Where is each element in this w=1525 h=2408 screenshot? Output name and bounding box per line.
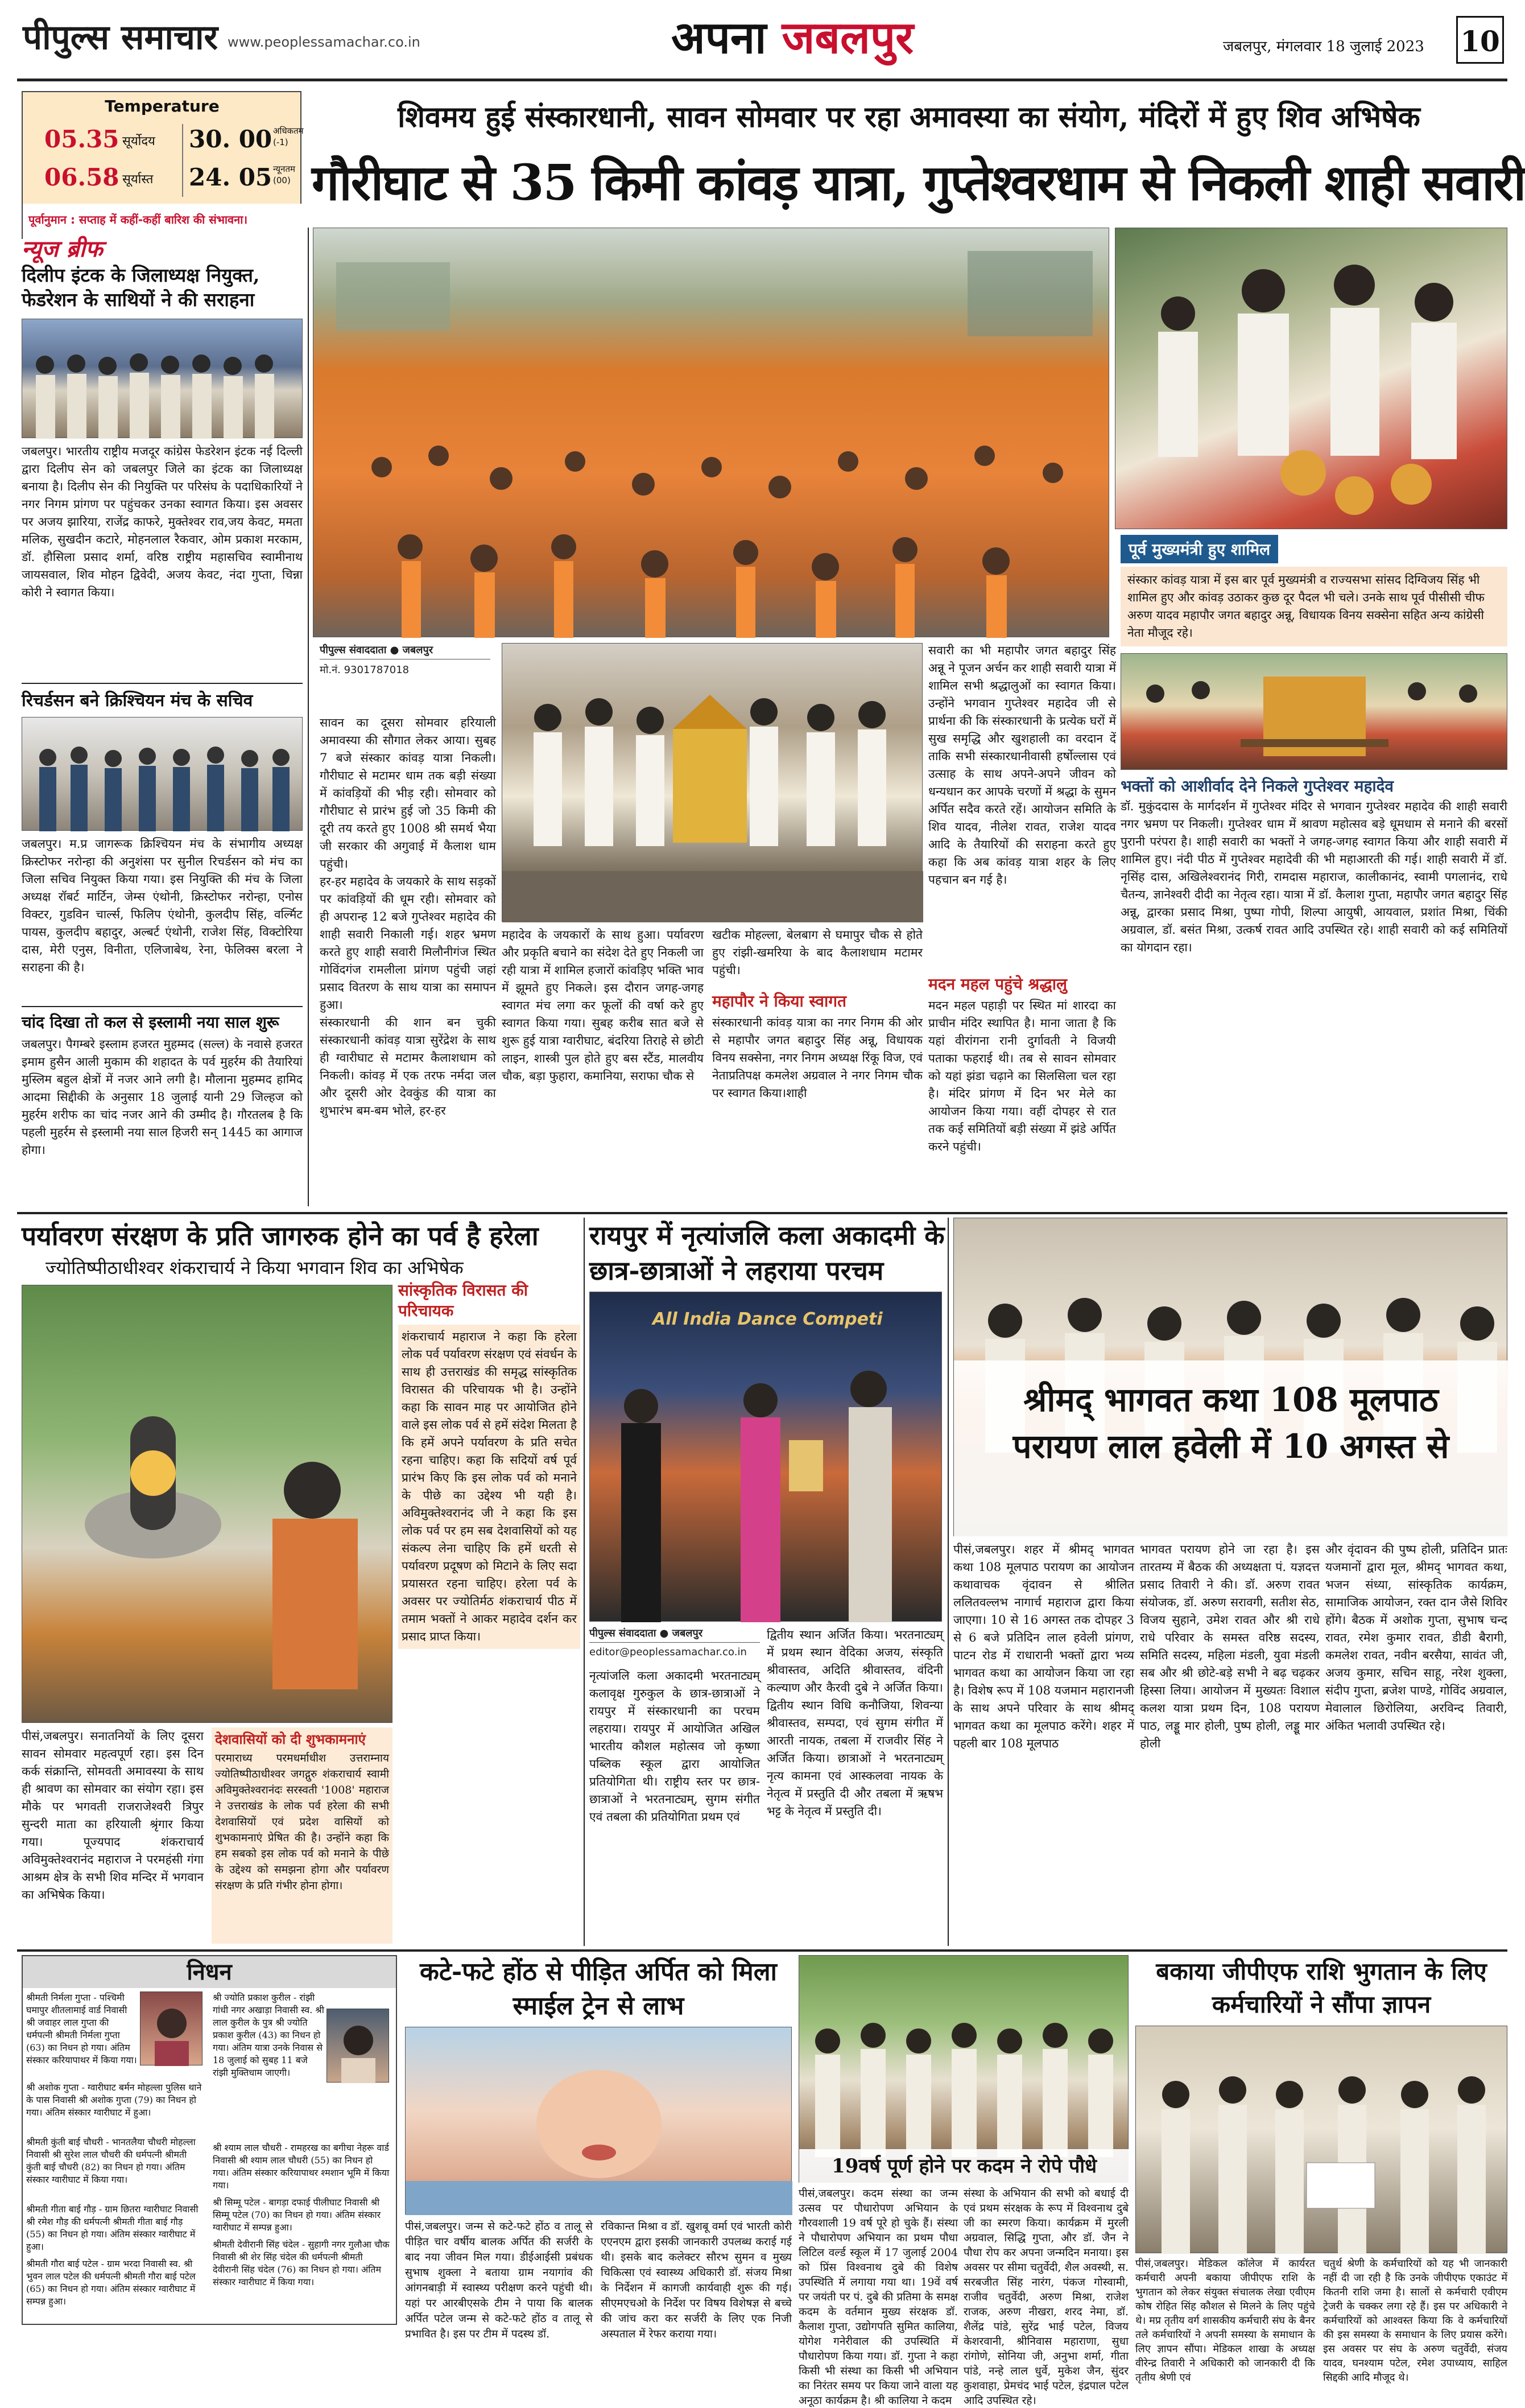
main-col-2: महादेव के जयकारों के साथ हुआ। पर्यावरण और प्रकृति बचाने का संदेश देते हुए निकली जा रही यात्रा में शामिल हजारों कांवड़िए भक्ति भाव में झूमते हुए निकले। इस दौरान जगह-जगह स्वागत मंच लगा कर फूलों की वर्षा करे हुए स्वागत किया गया। सुबह करीब सात बजे से शुरू हुई यात्रा ग्वारीघाट, बंदरिया तिराहे से छोटी लाइन, शास्त्री पुल होते हुए बस स्टैंड, मालवीय चौक, बड़ा फुहारा, कमानिया, सराफा चौक से [502,928,704,1083]
gpf-title: बकाया जीपीएफ राशि भुगतान के लिए कर्मचारियों ने सौंपा ज्ञापन [1156,1957,1487,2018]
brief-divider-2 [22,1006,303,1007]
dance-col-1: नृत्यांजलि कला अकादमी भरतनाट्यम् कलावृक्ष गुरुकुल के छात्र-छात्राओं ने रायपुर में संस्कारधानी का परचम लहराया। रायपुर में आयोजित अखिल भारतीय कौशल महोत्सव जो कृष्णा पब्लिक स्कूल द्वारा आयोजित प्रतियोगिता थी। राष्ट्रीय स्तर पर छात्र-छात्राओं ने भरतनाट्यम्, सुगम संगीत एवं तबला की प्रतियोगिता प्रथम एवं [589,1669,760,1824]
portrait-icon [327,2009,390,2083]
dance-col-2: द्वितीय स्थान अर्जित किया। भरतनाट्यम् में प्रथम स्थान वेदिका अजय, संस्कृति श्रीवास्तव, अदिति श्रीवास्तव, वंदिनी कल्याण और कैरवी दुबे ने अर्जित किया। द्वितीय स्थान विधि कनौजिया, शिवन्या श्रीवास्तव, सम्पदा, एवं सुगम संगीत में आरती नायक, तबला में राजवीर सिंह ने अर्जित किया। छात्राओं ने भरतनाट्यम् नृत्य कामना एवं आस्कलवा नायक के नेतृत्व में प्रस्तुति दी और तबला में ऋषभ भट्ट के नेतृत्व में प्रस्तुति दी। [767,1628,943,1818]
env-greet-box [212,1727,392,1944]
section-title-right: जबलपुर [782,12,914,64]
main-byline [320,643,490,677]
bhagwat-title: श्रीमद् भागवत कथा 108 मूलपाठ परायण लाल हवेली में 10 अगस्त से [954,1360,1508,1537]
ex-cm-title: पूर्व मुख्यमंत्री हुए शामिल [1121,535,1278,563]
obit-item: श्रीमती देवीरानी सिंह चंदेल - सुहागी नगर गुलौआ चौक निवासी श्री शेर सिंह चंदेल की धर्मपत्नी श्रीमती देवीरानी सिंह चंदेल (76) का निधन हो गया। अंतिम संस्कार ग्वारीघाट में किया गया। [213,2239,390,2287]
palki-icon [1121,654,1508,770]
shahi-sawari-photo [502,643,923,922]
obit-item: श्रीमती कुंती बाई चौधरी - भानतलैया चौधरी मोहल्ला निवासी श्री सुरेश लाल चौधरी की धर्मपत्नी श्रीमती कुंती बाई चौधरी (82) का निधन हो गया। अंतिम संस्कार ग्वारीघाट में किया गया। [26,2137,196,2185]
sunrise-time: 05.35 [44,125,119,153]
main-kicker: शिवमय हुई संस्कारधानी, सावन सोमवार पर रहा अमावस्या का संयोग, मंदिरों में हुए शिव अभिषेक [398,100,1420,134]
main-col-3b: संस्कारधानी कांवड़ यात्रा का नगर निगम की ओर से महापौर जगत बहादुर सिंह अन्नू, विधायक विनय सक्सेना, नगर निगम अध्यक्ष रिंकू विज, एवं नेताप्रतिपक्ष कमलेश अग्रवाल ने नगर निगम चौक पर स्वागत किया।शाही [712,1016,923,1100]
brief-1-photo [22,319,303,438]
group-photo-icon [22,718,303,831]
mayor-subhead: महापौर ने किया स्वागत [712,992,846,1011]
obituaries-heading: निधन [23,1956,396,1988]
obit-item: श्रीमती गीता बाई गौड़ - ग्राम छितरा ग्वारीघाट निवासी श्री रमेश गौड़ की धर्मपत्नी श्रीमती गीता बाई गौड़ (55) का निधन हो गया। अंतिम संस्कार ग्वारीघाट में हुआ। [26,2204,199,2252]
gupteshwar-palki-photo [1121,653,1507,770]
obit-item: श्री सिम्मू पटेल - बागड़ा दफाई पीलीघाट निवासी श्री सिम्मू पटेल (70) का निधन हो गया। अंतिम संस्कार ग्वारीघाट में सम्पन्न हुआ। [213,2197,381,2233]
ex-cm-body: संस्कार कांवड़ यात्रा में इस बार पूर्व मुख्यमंत्री व राज्यसभा सांसद दिग्विजय सिंह भी शामिल हुए और कांवड़ उठाकर कुछ दूर पैदल भी चले। उनके साथ पूर्व पीसीसी चीफ अरुण यादव महापौर जगत बहादुर अन्नू, विधायक विनय सक्सेना सहित अन्य कांग्रेसी नेता मौजूद रहे। [1121,567,1507,646]
bhagwat-col-3: और वृंदावन की पुष्प होली, प्रतिदिन प्रातः यजमानों द्वारा मूल, श्रीमद् भागवत कथा, भजन संध्या, सांस्कृतिक कार्यक्रम, सामाजिक आयोजन, रक्त दान जैसे शिविर होंगे। बैठक में अशोक गुप्ता, सुभाष चन्द रावत, रमेश कुमार रावत, डीडी बैरागी, कमलेश रावत, नवीन बरसैया, सावंत जी, अजय कुमार, सचिन साहू, नरेश शुक्ला, संदीप गुप्ता, ब्रजेश पाण्डे, गोविंद अग्रवाल, मेवालाल छिरोलिया, अरविन्द तिवारी, अंकित भलावी उपस्थित रहे। [1325,1543,1507,1733]
gupteshwar-body: डॉ. मुकुंददास के मार्गदर्शन में गुप्तेश्वर मंदिर से भगवान गुप्तेश्वर महादेव की शाही सवारी नगर भ्रमण पर निकली। गुप्तेश्वर धाम में श्रावण महोत्सव बड़े धूमधाम से मनाने की बरसों पुरानी परंपरा है। शाही सवारी का भक्तों ने जगह-जगह स्वागत किया और शाही सवारी में शामिल हुए। नंदी पीठ में गुप्तेश्वर महादेवी की भी महाआरती की गई। शाही सवारी में डॉ. नृसिंह दास, अखिलेश्वरानंद गिरी, रामदास महाराज, कालीकानंद, स्वामी पगलानंद, राधे चैतन्य, ज्ञानेश्वरी दीदी का नेतृत्व रहा। यात्रा में डॉ. कैलाश गुप्ता, महापौर जगत बहादुर सिंह अन्नू, द्वारका प्रसाद मिश्रा, पुष्पा गोपी, शिल्पा आयुषी, आयवाल, प्रशांत मिश्रा, चिंकी अग्रवाल, डॉ. बसंत मिश्रा, उत्कर्ष रावत आदि उपस्थित रहे। शाही सवारी को कई समितियों का योगदान रहा। [1121,799,1507,954]
shiva-abhishek-photo [22,1285,392,1723]
env-title: पर्यावरण संरक्षण के प्रति जागरुक होने का पर्व है हरेला [22,1221,539,1251]
brief-3-title: चांद दिखा तो कल से इस्लामी नया साल शुरू [22,1013,279,1032]
gpf-col-2-visible: चतुर्थ श्रेणी के कर्मचारियों को यह भी जानकारी नहीं दी जा रही है कि उनके जीपीएफ एकाउंट में कितनी राशि जमा है। सालों से कर्मचारी एवीएम ट्रेजरी के चक्कर लगा रहे हैं। इस पर अधिकारी ने कर्मचारियों को आश्वस्त किया कि वे कर्मचारियों की इस समस्या के समाधान के लिए प्रयास करेंगे। इस अवसर पर संघ के अरुण चतुर्वेदी, संजय यादव, घनश्याम पटेल, रमेश उपाध्याय, साहिल सिद्दकी आदि मौजूद थे। [1323,2258,1507,2384]
brief-2-title: रिचर्डसन बने क्रिश्चियन मंच के सचिव [22,691,253,711]
section-rule-1 [17,1212,1507,1214]
plantation-photo [799,1955,1129,2183]
dance-award-photo [589,1292,942,1622]
obit-item: श्रीमती गौरा बाई पटेल - ग्राम भरदा निवासी स्व. श्री भुवन लाल पटेल की धर्मपत्नी श्रीमती गौरा बाई पटेल (65) का निधन हो गया। अंतिम संस्कार ग्वारीघाट में सम्पन्न हुआ। [26,2258,196,2307]
brief-1-title: दिलीप इंटक के जिलाध्यक्ष नियुक्त, फेडरेशन के साथियों ने की सराहना [22,264,260,311]
bhagwat-col-2: भागवत परायण होने जा रहा है। इस तारतम्य में बैठक की अध्यक्षता पं. यज्ञदत्त प्रसाद तिवारी ने की। डॉ. अरुण रावत संयोजक, डॉ. अरुण सरावगी, सतीश सेठ, विजय सुहाने, उमेश रावत और श्री राधे राधे परिवार के समस्त वरिष्ठ सदस्य, समिति सदस्य, महिला मंडली, युवा मंडली सब और श्री छोटे-बड़े सभी ने बढ़ चढ़कर हिस्सा लिया। आयोजन में मुख्यतः विशाल कलश यात्रा प्रथम दिन, 108 परायण पाठ, लड्डू मार होली, पुष्प होली, लड्डू मार होली [1140,1543,1320,1750]
max-temp: 30. 00 [189,125,272,153]
weather-divider [182,124,183,197]
news-brief-column [17,228,307,1212]
smile-title: कटे-फटे होंठ से पीड़ित अर्पित को मिला स्माईल ट्रेन से लाभ [420,1957,777,2021]
group-photo-icon [22,319,303,439]
min-temp-label: न्यूनतम (00) [273,164,295,185]
dance-title: रायपुर में नृत्यांजलि कला अकादमी के छात्र-छात्राओं ने लहराया परचम [589,1220,945,1286]
people-icon [1115,228,1508,530]
heritage-body: शंकराचार्य महाराज ने कहा कि हरेला लोक पर्व पर्यावरण संरक्षण एवं संवर्धन के साथ ही उत्तराखंड की समृद्ध सांस्कृतिक विरासत की परिचायक भी है। उन्होंने कहा कि सावन माह पर आयोजित होने वाले इस लोक पर्व से हमें संदेश मिलता है कि हमें अपने पर्यावरण के प्रति सचेत रहना चाहिए। कहा कि सदियों वर्ष पूर्व प्रारंभ किए कि इस लोक पर्व को मनाने के पीछे का उद्देश्य भी यही है। अविमुक्तेश्वरानंद जी ने कहा कि इस लोक पर्व पर हम सब देशवासियों को यह संकल्प लेना चाहिए कि हमें धरती से पर्यावरण प्रदूषण को मिटाने के लिए सदा प्रयासरत रहना चाहिए। हरेला पर्व के अवसर पर ज्योतिर्मठ शंकराचार्य पीठ में तमाम भक्तों ने आकर महादेव दर्शन कर प्रसाद प्राप्त किया। [398,1325,580,1649]
group-photo-icon [1136,2026,1508,2254]
obituaries-box [22,1955,397,2325]
dance-byline-text: पीपुल्स संवाददाता ● जबलपुर [589,1626,760,1643]
shivling-icon [22,1285,393,1723]
smile-col-2: रविकान्त मिश्रा व डॉ. खुशबू वर्मा एवं भारती कोरी एएनएम द्वारा इसकी जानकारी उपलब्ध कराई गई थी। इसके बाद कलेक्टर सौरभ सुमन व मुख्य चिकित्सा एवं स्वास्थ्य अधिकारी डॉ. संजय मिश्रा के निर्देशन में कागजी कार्यवाही शुरू की गई। सीएमएचओ के निर्देश पर विषय विशेषज्ञ से बच्चे की जांच करा कर सर्जरी के लिए एक निजी अस्पताल में रेफर कराया गया। [601,2220,792,2340]
child-photo [405,2027,792,2215]
plantation-col-1: पीसं,जबलपुर। कदम संस्था का जन्म उत्सव पर पौधारोपण अभियान के गौरवशाली 19 वर्ष पूरे हो चुके हैं। संस्था ने पौधारोपण अभियान का प्रथम पौधा लिटिल वर्ल्ड स्कूल में 17 जुलाई 2004 को प्रिंस विश्वनाथ दुबे की विशेष उपस्थिति में लगाया गया था। 19वें वर्ष पर जयंती पर पं. दुबे की प्रतिमा के समक्ष कदम के वर्तमान मुख्य संरक्षक डॉ. कैलाश गुप्ता, उद्योगपति सुमित कालिया, योगेश गनेरीवाल की उपस्थिति में पौधारोपण किया गया। डॉ. गुप्ता ने कहा किसी भी संस्था का किसी भी अभियान का निरंतर समय पर किया जाने वाला यह अनूठा कार्यक्रम है। श्री कालिया ने कदम [799,2187,958,2407]
obit-item: श्री ज्योति प्रकाश कुरील - रांझी गांधी नगर अखाड़ा निवासी स्व. श्री लाल कुरील के पुत्र श्री ज्योति प्रकाश कुरील (43) का निधन हो गया। अंतिम यात्रा उनके निवास से 18 जुलाई को सुबह 11 बजे रांझी मुक्तिधाम जाएगी। [213,1992,324,2078]
section-rule-2 [17,1949,1507,1952]
kanwar-yatra-photo [313,228,1109,637]
obit-photo-man [327,2009,389,2083]
section-title-left: अपना [671,12,767,64]
main-byline-text: पीपुल्स संवाददाता ● जबलपुर [320,643,490,659]
madan-mahal-body: मदन महल पहाड़ी पर स्थित मां शारदा का प्राचीन मंदिर स्थापित है। माना जाता है कि यहां वीरांगना रानी दुर्गावती ने विजयी पताका फहराई थी। तब से सावन सोमवार को यहां झंडा चढ़ाने का सिलसिला चल रहा है। मंदिर प्रांगण में दिन भर मेले का आयोजन किया गया। वहीं दोपहर से रात तक कई समितियों बड़ी संख्या में झंडे अर्पित करने पहुंची। [928,999,1116,1153]
sunset-label: सूर्यास्त [122,172,154,187]
dance-email[interactable]: editor@peoplessamachar.co.in [589,1646,747,1658]
brand-logo: पीपुल्स समाचार [23,18,218,57]
bhagwat-col-1: पीसं,जबलपुर। शहर में श्रीमद् भागवत कथा 108 मूलपाठ परायण का आयोजन कथावाचक वृंदावन से श्रीलित ललितवल्लभ नागार्च महाराज द्वारा किया जाएगा। 10 से 16 अगस्त तक दोपहर 3 से 6 बजे प्रतिदिन लाल हवेली प्रांगण, पाटन रोड में राधारानी भक्तों द्वारा भव्य भागवत कथा का आयोजन किया जा रहा है। विशेष रूप में 108 यजमान महारानजी के साथ अपने परिवार के साथ श्रीमद् भागवत कथा का मूलपाठ करेंगे। शहर में पहली बार 108 मूलपाठ [953,1543,1134,1750]
env-body: पीसं,जबलपुर। सनातनियों के लिए दूसरा सावन सोमवार महत्वपूर्ण रहा। इस दिन कर्क संक्रान्ति, सोमवती अमावस्या के साथ ही श्रावण का सोमवार का संयोग रहा। इस मौके पर भगवती राजराजेश्वरी त्रिपुर सुन्दरी माता का हरियाली श्रृंगार किया गया। पूज्यपाद शंकराचार्य अविमुक्तेश्वरानंद महाराज ने परमहंसी गंगा आश्रम क्षेत्र के सभी शिव मन्दिर में भगवान का अभिषेक किया। [22,1729,204,1902]
dance-byline [589,1626,760,1658]
portrait-icon [140,1992,203,2066]
ex-cm-box [1121,535,1507,774]
obit-item: श्री श्याम लाल चौधरी - रामहरख का बगीचा नेहरू वार्ड निवासी श्री श्याम लाल चौधरी (55) का निधन हो गया। अंतिम संस्कार करियापाथर श्मशान भूमि में किया गया। [213,2142,390,2191]
madan-mahal-subhead: मदन महल पहुंचे श्रद्धालु [928,975,1067,993]
obit-col-right [213,1991,394,2322]
dateline: जबलपुर, मंगलवार 18 जुलाई 2023 [1223,38,1424,55]
dancer-icon [590,1292,943,1622]
dance-rule [948,1218,949,1946]
brief-divider-1 [22,683,303,684]
brief-2-body: जबलपुर। म.प्र जागरूक क्रिश्चियन मंच के संभागीय अध्यक्ष क्रिस्टोफर नरोन्हा की अनुशंसा पर सुनील रिचर्डसन को मंच का जिला सचिव नियुक्त किया गया। इस नियुक्ति की मंच के जिला अध्यक्ष रॉबर्ट मार्टिन, जेम्स एंथोनी, क्रिस्टोफर नरोन्हा, एनोस विक्टर, गुडविन चार्ल्स, फिलिप एंथोनी, कुलदीप सिंह, वर्ल्मिट पायस, कुलदीप बहादुर, अल्बर्ट एंथोनी, राजेश सिंह, विक्टोरिया दास, मेरी एनुस, विनीता, एलिजाबेथ, रेना, फेलिक्स बरला ने सराहना की है। [22,837,303,974]
main-col-4: सवारी का भी महापौर जगत बहादुर सिंह अन्नू ने पूजन अर्चन कर शाही सवारी यात्रा में शामिल सभी श्रद्धालुओं का स्वागत किया। उन्होंने भगवान गुप्तेश्वर महादेव जी से प्रार्थना की कि संस्कारधानी के प्रत्येक घरों में सुख समृद्धि और खुशहाली का वरदान दें ताकि सभी संस्कारधानीवासी हर्षोल्लास एवं उत्साह के साथ अपने-अपने जीवन को धन्यधान कर आपके चरणों में श्रद्धा के सुमन अर्पित सदैव करते रहें। आयोजन समिति के शिव यादव, नीलेश रावत, राजेश यादव आदि के तैयारियों की सराहना करते हुए कहा कि अब कांवड़ यात्रा शहर के लिए पहचान बन गई है। [928,644,1116,886]
main-col-3: खटीक मोहल्ला, बेलबाग से घमापुर चौक से होते हुए रांझी-खमरिया के बाद कैलाशधाम मटामर पहुंची। [712,928,923,977]
brief-1-body: जबलपुर। भारतीय राष्ट्रीय मजदूर कांग्रेस फेडरेशन इंटक नई दिल्ली द्वारा दिलीप सेन को जबलपुर जिले का इंटक का जिलाध्यक्ष बनाया है। दिलीप सेन की नियुक्ति पर परिसंघ के पदाधिकारियों ने नगर निगम प्रांगण पर पहुंचकर उनका स्वागत किया। इस अवसर पर अजय झारिया, राजेंद्र काफरे, मुक्तेश्वर राव,जय केवट, ममता मलिक, सुखदीन कटारे, मोहनलाल रैकवार, ओम प्रकाश मरकाम, डॉ. हौसिला प्रसाद शर्मा, वरिष्ठ राष्ट्रीय महासचिव स्वामीनाथ जायसवाल, शिव मोहन द्विवेदी, अजय केवट, नंदा गुप्ता, चिन्ना कोरी ने स्वागत किया। [22,444,303,599]
max-temp-label: अधिकतम (-1) [273,126,304,147]
obit-col-left [26,1991,206,2322]
obit-item: श्रीमती निर्मला गुप्ता - पश्चिमी घमापुर शीतलामाई वार्ड निवासी श्री जवाहर लाल गुप्ता की धर्मपत्नी श्रीमती निर्मला गुप्ता (63) का निधन हो गया। अंतिम संस्कार करियापाथर में किया गया। [26,1992,137,2065]
plantation-title: 19वर्ष पूर्ण होने पर कदम ने रोपे पौधे [799,2149,1129,2183]
forecast: पूर्वानुमान : सप्ताह में कहीं-कहीं बारिश की संभावना। [23,204,301,239]
child-icon [406,2027,792,2215]
digvijay-photo [1115,228,1507,529]
main-headline: गौरीघाट से 35 किमी कांवड़ यात्रा, गुप्तेश्वरधाम से निकली शाही सवारी [312,154,1525,212]
weather-box [22,91,304,239]
obit-photo-woman [140,1991,202,2065]
gpf-col-1: पीसं,जबलपुर। मेडिकल कॉलेज में कार्यरत कर्मचारी अपनी बकाया जीपीएफ राशि के भुगतान को लेकर संयुक्त संचालक लेखा एवीएम कोष रोहित सिंह कौशल से मिलने के लिए पहुंचे थे। मप्र तृतीय वर्ग शासकीय कर्मचारी संघ के बैनर तले कर्मचारियों ने अपनी समस्या के समाधान के लिए ज्ञापन सौंपा। मेडिकल शाखा के अध्यक्ष वीरेन्द्र तिवारी ने अधिकारी को जानकारी दी कि तृतीय श्रेणी एवं [1135,2258,1315,2384]
main-mobile: मो.नं. 9301787018 [320,664,410,676]
brief-3-body: जबलपुर। पैगम्बरे इस्लाम हजरत मुहम्मद (सल्ल) के नवासे हजरत इमाम हुसैन आली मुकाम की शहादत के पर्व मुहर्रम की तैयारियां मुस्लिम बहुल क्षेत्रों में नजर आने लगी है। मौलाना मुहम्मद हामिद आदमा सिद्दीकी के अनुसार 18 जुलाई यानी 29 जिल्हज को मुहर्रम शरीफ का चांद नजर आने की उम्मीद है। गौरतलब है कि पहली मुहर्रम से इस्लामी नया साल हिजरी सन् 1445 का आगाज होगा। [22,1037,303,1157]
stage-banner: All India Dance Competi [652,1309,883,1329]
masthead-rule [17,79,1507,81]
bhagwat-meeting-photo [953,1218,1507,1536]
procession-icon [502,644,923,922]
crowd-icon [313,228,1110,638]
plantation-col-2: संस्था के अभियान की सभी को बधाई दी एवं प्रथम संरक्षक के रूप में विश्वनाथ दुबे जी का स्मरण किया। कार्यक्रम में मुरली अग्रवाल, सिद्धि गुप्ता, और डॉ. जैन ने पौधा रोप कर अपना जन्मदिन मनाया। इस अवसर पर सीमा चतुर्वेदी, शैल अवस्थी, स. सरबजीत सिंह नारंग, पंकज गोस्वामी, राजीव चतुर्वेदी, अरुण मिश्रा, राजेश राजक, अरुण नीखरा, शरद नेमा, डॉ. शैलेंद्र पांडे, सुरेंद्र भाई पटेल, विजय केशरवानी, श्रीनिवास महाराणा, सुधा रांगोणे, सोनिया जी, अनुभा शर्मा, गीता पांडे, नन्हे लाल धुर्वे, मुकेश जैन, सुंदर कुशवाहा, प्रेमचंद भाई पटेल, इंद्रपाल पटेल आदि उपस्थित रहे। [964,2187,1129,2407]
smile-col-1: पीसं,जबलपुर। जन्म से कटे-फटे होंठ व तालू से पीड़ित चार वर्षीय बालक अर्पित की सर्जरी के बाद नया जीवन मिल गया। डीईआईसी प्रबंधक सुभाष शुक्ला ने बताया ग्राम नयागांव की आंगनबाड़ी में स्वास्थ्य परीक्षण करने पहुंची थी। यहां पर आरबीएसके टीम ने पाया कि बालक अर्पित पटेल जन्म से कटे-फटे होंठ व तालू से प्रभावित है। इस पर टीम में पदस्थ डॉ. [405,2220,593,2340]
page-number: 10 [1456,16,1504,64]
main-col-1: सावन का दूसरा सोमवार हरियाली अमावस्या की सौगात लेकर आया। सुबह 7 बजे संस्कार कांवड़ यात्रा निकली। गौरीघाट से मटामर धाम तक बड़ी संख्या में कांवड़ियों की भीड़ रही। सोमवार को गौरीघाट से प्रारंभ हुई जो 35 किमी की दूरी तय करते हुए 1008 श्री समर्थ भैया जी सरकार की अगुवाई में कैलाश धाम पहुंची। हर-हर महादेव के जयकारे के साथ सड़कों पर कांवड़ियों की धूम रही। सोमवार को ही अपरान्ह 12 बजे गुप्तेश्वर महादेव की शाही सवारी निकाली गई। शहर भ्रमण करते हुए शाही सवारी मिलौनीगंज स्थित गोविंदगंज रामलीला प्रांगण पहुंची जहां प्रसाद वितरण के साथ यात्रा का समापन हुआ। संस्कारधानी की शान बन चुकी संस्कारधानी कांवड़ यात्रा सुरेंद्रेश के साथ ही ग्वारीघाट से मटामर कैलाशधाम को निकली। कांवड़ में एक तरफ नर्मदा जल और दूसरी ओर देवकुंड की यात्रा का शुभारंभ बम-बम भोले, हर-हर [320,716,496,1118]
left-column-rule [308,228,309,1206]
heritage-box [398,1280,580,1946]
masthead [0,0,1523,80]
obit-item: श्री अशोक गुप्ता - ग्वारीघाट बर्मन मोहल्ला पुलिस थाने के पास निवासी श्री अशोक गुप्ता (79) का निधन हो गया। अंतिम संस्कार ग्वारीघाट में हुआ। [26,2082,202,2118]
greet-title: देशवासियों को दी शुभकामनाएं [215,1731,366,1747]
env-subtitle: ज्योतिष्पीठाधीश्वर शंकराचार्य ने किया भगवान शिव का अभिषेक [46,1257,464,1279]
brief-heading: न्यूज ब्रीफ [22,236,103,262]
gpf-memo-photo [1135,2026,1507,2253]
heritage-title: सांस्कृतिक विरासत की परिचायक [398,1281,528,1320]
env-rule [584,1218,585,1946]
min-temp: 24. 05 [189,163,272,191]
sunrise-label: सूर्योदय [122,134,155,149]
section-title [671,6,914,66]
weather-title: Temperature [105,97,220,116]
website-link[interactable]: www.peoplessamachar.co.in [228,34,420,50]
sunset-time: 06.58 [44,163,119,191]
gupteshwar-title: भक्तों को आशीर्वाद देने निकले गुप्तेश्वर महादेव [1121,777,1394,795]
greet-body: परमाराध्य परमधर्माधीश उत्तराम्नाय ज्योतिष्पीठाधीश्वर जगद्गुरु शंकराचार्य स्वामी अविमुक्तेश्वरानंदः सरस्वती '1008' महाराज ने उत्तराखंड के लोक पर्व हरेला की सभी देशवासियों एवं प्रदेश वासियों को शुभकामनाएं प्रेषित की है। उन्होंने कहा कि हम सबको इस लोक पर्व को मनाने के पीछे के उद्देश्य को समझना होगा और पर्यावरण संरक्षण के प्रति गंभीर होना होगा। [215,1752,389,1892]
brief-2-photo [22,717,303,831]
